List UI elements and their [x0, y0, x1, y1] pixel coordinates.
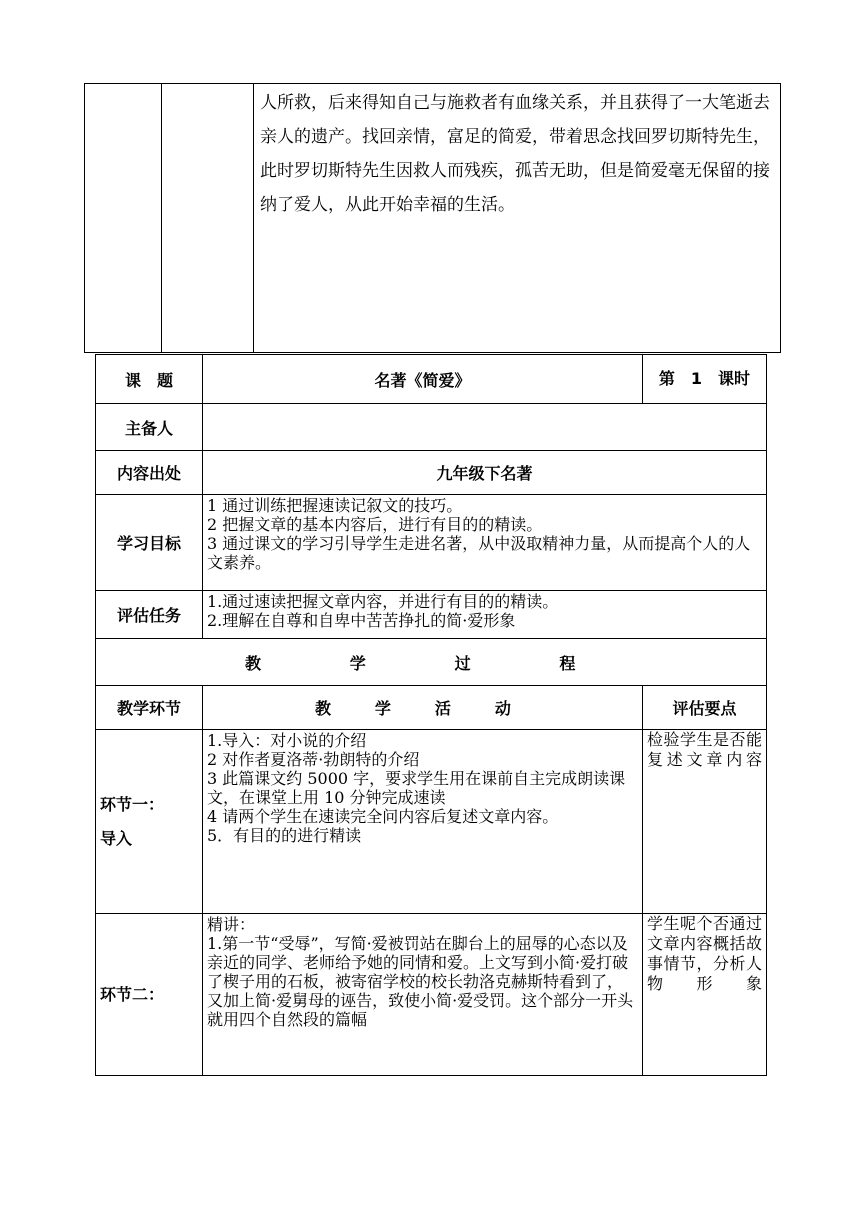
col-eval-header: 评估要点 — [643, 686, 767, 730]
stage2-row — [96, 914, 767, 1076]
lesson-plan-table — [95, 354, 767, 1076]
column-header-row — [96, 686, 767, 730]
col-activity-header: 教 学 活 动 — [203, 686, 643, 730]
period-label: 第 1 课时 — [643, 355, 767, 404]
goals-label: 学习目标 — [96, 495, 203, 591]
activity-item: 精讲： — [207, 915, 256, 934]
task-item: 1.通过速读把握文章内容，并进行有目的的精读。 — [207, 592, 559, 611]
stage1-activity — [203, 730, 643, 914]
process-title-row — [96, 639, 767, 686]
topic-value: 名著《简爱》 — [203, 355, 643, 404]
stage1-label-a: 环节一： — [100, 794, 165, 814]
continuation-table — [84, 83, 781, 353]
goal-item: 2 把握文章的基本内容后，进行有目的的精读。 — [207, 515, 543, 534]
activity-item: 1.导入：对小说的介绍 — [207, 731, 367, 750]
tasks-label: 评估任务 — [96, 591, 203, 639]
topic-row — [96, 355, 767, 404]
goal-item: 1 通过训练把握速读记叙文的技巧。 — [207, 496, 463, 515]
stage2-eval: 学生呢个否通过文章内容概括故事情节，分析人物形象 — [643, 914, 767, 1076]
source-value: 九年级下名著 — [203, 451, 767, 495]
stage2-activity — [203, 914, 643, 1076]
continuation-paragraph: 人所救，后来得知自己与施救者有血缘关系，并且获得了一大笔逝去亲人的遗产。找回亲情，富足的简爱，带着思念找回罗切斯特先生，此时罗切斯特先生因救人而残疾，孤苦无助，但是简爱毫无保留的接纳了爱人，从此开始幸福的生活。 — [260, 93, 770, 215]
activity-item: 3 此篇课文约 5000 字，要求学生用在课前自主完成朗读课文，在课堂上用 10 分钟完成速读 — [207, 769, 626, 807]
activity-item: 1.第一节“受辱”，写简·爱被罚站在脚台上的屈辱的心态以及亲近的同学、老师给予她的同情和爱。上文写到小简·爱打破了楔子用的石板，被寄宿学校的校长勃洛克赫斯特看到了，又加上简·爱舅母的诬告，致使小简·爱受罚。这个部分一开头就用四个自然段的篇幅 — [207, 934, 634, 1029]
stage2-label: 环节二： — [96, 914, 203, 1076]
continuation-text-cell — [254, 84, 781, 353]
tasks-row — [96, 591, 767, 639]
preparer-value — [203, 404, 767, 451]
source-row — [96, 451, 767, 495]
stage1-eval: 检验学生是否能复述文章内容 — [643, 730, 767, 914]
col-stage-header: 教学环节 — [96, 686, 203, 730]
topic-label: 课 题 — [96, 355, 203, 404]
preparer-row — [96, 404, 767, 451]
empty-cell — [85, 84, 162, 353]
activity-item: 2 对作者夏洛蒂·勃朗特的介绍 — [207, 750, 420, 769]
task-item: 2.理解在自尊和自卑中苦苦挣扎的简·爱形象 — [207, 611, 516, 630]
goals-list — [203, 495, 767, 591]
stage1-row — [96, 730, 767, 914]
tasks-list — [203, 591, 767, 639]
goal-item: 3 通过课文的学习引导学生走进名著，从中汲取精神力量，从而提高个人的人文素养。 — [207, 534, 751, 572]
activity-item: 5．有目的的进行精读 — [207, 826, 362, 845]
stage1-label-b: 导入 — [100, 828, 133, 848]
empty-cell — [162, 84, 254, 353]
activity-item: 4 请两个学生在速读完全问内容后复述文章内容。 — [207, 807, 559, 826]
preparer-label: 主备人 — [96, 404, 203, 451]
continuation-row — [85, 84, 781, 353]
stage1-label — [96, 730, 203, 914]
process-title: 教 学 过 程 — [96, 639, 767, 686]
source-label: 内容出处 — [96, 451, 203, 495]
goals-row — [96, 495, 767, 591]
